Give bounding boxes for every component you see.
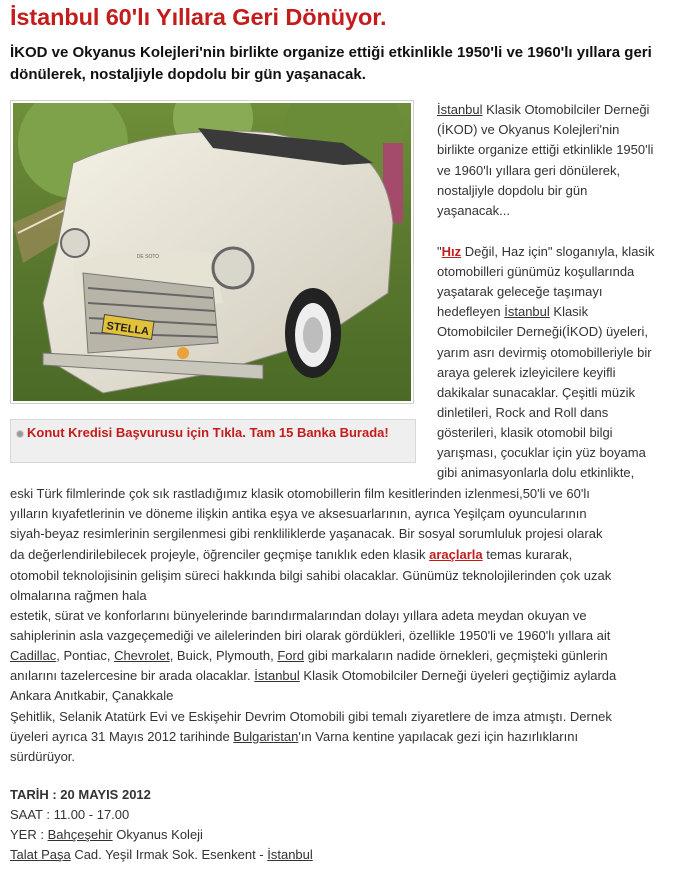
body-line: eski Türk filmlerinde çok sık rastladığımız klasik otomobillerin film kesitlerinden izlenmesi,50'li ve 60'lı bbox=[10, 486, 590, 501]
loan-ad-link[interactable]: Konut Kredisi Başvurusu için Tıkla. Tam 15 Banka Burada! bbox=[27, 425, 389, 440]
chevrolet-link[interactable]: Chevrolet bbox=[114, 648, 170, 663]
article-title: İstanbul 60'lı Yıllara Geri Dönüyor. bbox=[10, 4, 387, 30]
araclarla-link[interactable]: araçlarla bbox=[429, 547, 483, 562]
bahcesehir-link[interactable]: Bahçeşehir bbox=[47, 827, 113, 842]
body-line: anılarını tazelercesine bir arada olacaklar. İstanbul Klasik Otomobilciler Derneği üyeleri geçtiğimiz aylarda bbox=[10, 668, 617, 683]
body-line: araya gelerek izleyicilere keyifli bbox=[437, 365, 616, 380]
body-line: sahiplerinin asla vazgeçemediği ve ailelerinden biri olarak gördükleri, özellikle 1950'li ve 1960'lı yıllara ait bbox=[10, 628, 611, 643]
body-line: Cadillac, Pontiac, Chevrolet, Buick, Plymouth, Ford gibi markaların nadide örnekleri, geçmişteki günlerin bbox=[10, 648, 608, 663]
body-line: ve 1960'lı yıllara geri dönülerek, bbox=[437, 163, 621, 178]
body-line: yarım asrı devirmiş otomobilleriyle bir bbox=[437, 345, 652, 360]
article-photo bbox=[10, 100, 414, 404]
article-lead: İKOD ve Okyanus Kolejleri'nin birlikte organize ettiği etkinlikle 1950'li ve 1960'lı yıllara geri dönülerek, nostaljiyle dopdolu bir gün yaşanacak. bbox=[10, 44, 652, 83]
body-line: gösterileri, klasik otomobil bilgi bbox=[437, 425, 613, 440]
hood-emblem-text: DE SOTO bbox=[136, 254, 160, 260]
body-line: yılların kıyafetlerinin ve döneme ilişkin antika eşya ve aksesuarlarının, ayrıca Yeşilçam oyuncularının bbox=[10, 506, 587, 521]
body-line: hedefleyen İstanbul Klasik bbox=[437, 304, 589, 319]
body-line: Ankara Anıtkabir, Çanakkale bbox=[10, 688, 174, 703]
event-address: Talat Paşa Cad. Yeşil Irmak Sok. Esenkent - İstanbul bbox=[10, 847, 313, 862]
body-line: siyah-beyaz resimlerinin sergilenmesi gibi renkliliklerde yaşanacak. Bir sosyal sorumluluk projesi olarak bbox=[10, 526, 603, 541]
classic-car-photo bbox=[13, 103, 411, 401]
ad-box bbox=[10, 419, 416, 463]
body-line: yaşatarak geleceğe taşımayı bbox=[437, 284, 603, 299]
event-date: TARİH : 20 MAYIS 2012 bbox=[10, 787, 151, 802]
body-line: dakikalar sunacaklar. Çeşitli müzik bbox=[437, 385, 635, 400]
body-line: Şehitlik, Selanik Atatürk Evi ve Eskişehir Devrim Otomobili gibi temalı ziyaretlere de imza atmıştı. Dernek bbox=[10, 709, 612, 724]
bulgaristan-link[interactable]: Bulgaristan bbox=[233, 729, 299, 744]
body-line: üyeleri ayrıca 31 Mayıs 2012 tarihinde Bulgaristan'ın Varna kentine yapılacak gezi için hazırlıklarını bbox=[10, 729, 579, 744]
body-line: İstanbul Klasik Otomobilciler Derneği bbox=[437, 102, 650, 117]
body-line: olmalarına rağmen hala bbox=[10, 588, 147, 603]
body-line: yarışması, çocuklar için yüz boyama bbox=[437, 445, 646, 460]
ford-link[interactable]: Ford bbox=[277, 648, 305, 663]
istanbul-link[interactable]: İstanbul bbox=[437, 102, 483, 117]
body-line: nostaljiyle dopdolu bir gün bbox=[437, 183, 588, 198]
event-time: SAAT : 11.00 - 17.00 bbox=[10, 807, 130, 822]
body-line: "Hız Değil, Haz için" sloganıyla, klasik bbox=[437, 244, 655, 259]
body-line: birlikte organize ettiği etkinlikle 1950'li bbox=[437, 142, 654, 157]
body-line: estetik, sürat ve konforlarını bünyelerinde barındırmalarından dolayı yıllara adeta meydan okuyan ve bbox=[10, 608, 587, 623]
body-line: (İKOD) ve Okyanus Kolejleri'nin bbox=[437, 122, 620, 137]
event-place: YER : Bahçeşehir Okyanus Koleji bbox=[10, 827, 203, 842]
talat-pasa-link[interactable]: Talat Paşa bbox=[10, 847, 71, 862]
hiz-link[interactable]: Hız bbox=[441, 244, 462, 259]
body-line: gibi animasyonlarla dolu etkinlikte, bbox=[437, 465, 635, 480]
bullet-icon bbox=[16, 430, 24, 438]
body-line: otomobil teknolojisinin gelişim süreci hakkında bilgi sahibi olacaklar. Günümüz teknolojilerinden çok uzak bbox=[10, 568, 612, 583]
body-line: otomobilleri günümüz koşullarında bbox=[437, 264, 635, 279]
body-line: dinletileri, Rock and Roll dans bbox=[437, 405, 609, 420]
istanbul-link[interactable]: İstanbul bbox=[254, 668, 300, 683]
body-line: da değerlendirilebilecek projeyle, öğrenciler geçmişe tanıklık eden klasik araçlarla temas kurarak, bbox=[10, 547, 573, 562]
body-line: sürdürüyor. bbox=[10, 749, 76, 764]
istanbul-link[interactable]: İstanbul bbox=[267, 847, 313, 862]
body-line: yaşanacak... bbox=[437, 203, 510, 218]
istanbul-link[interactable]: İstanbul bbox=[504, 304, 550, 319]
plate-text: STELLA bbox=[105, 320, 150, 338]
body-line: Otomobilciler Derneği(İKOD) üyeleri, bbox=[437, 324, 648, 339]
cadillac-link[interactable]: Cadillac bbox=[10, 648, 57, 663]
